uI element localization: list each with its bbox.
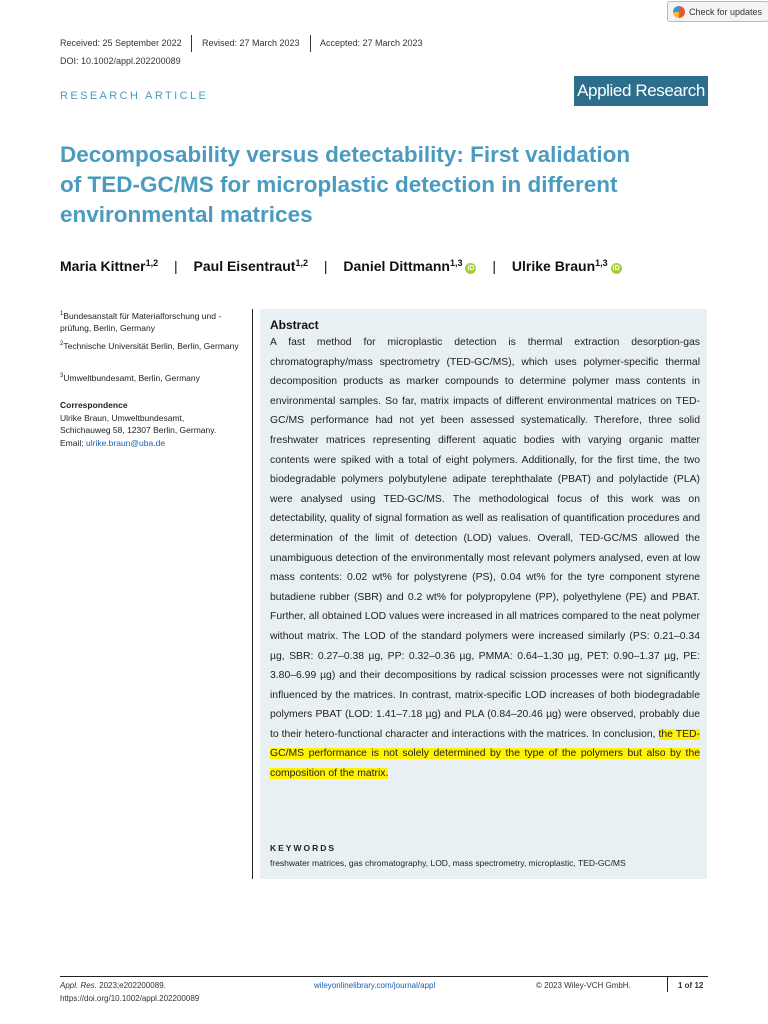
affiliation: $^3$Umweltbundesamt, Berlin, Germany bbox=[60, 372, 200, 383]
header-divider bbox=[191, 35, 192, 52]
check-updates-label: Check for updates bbox=[689, 6, 763, 17]
orcid-icon[interactable]: iD bbox=[612, 265, 620, 272]
doi: DOI: 10.1002/appl.202200089 bbox=[60, 56, 181, 66]
footer-citation: Appl. Res. 2023;e202200089. bbox=[60, 981, 166, 990]
crossmark-icon bbox=[673, 6, 685, 18]
abstract-divider bbox=[252, 309, 253, 879]
check-for-updates-button[interactable] bbox=[667, 1, 768, 22]
correspondence-heading: Correspondence bbox=[60, 400, 128, 410]
revised-date: Revised: 27 March 2023 bbox=[202, 38, 300, 48]
highlighted-text: the TED-GC/MS performance is not solely determined by the type of the polymers but also by the composition of the matrix. bbox=[270, 728, 700, 780]
footer-rule bbox=[60, 976, 708, 977]
author-name: Paul Eisentraut bbox=[193, 258, 296, 274]
journal-logo: Applied Research bbox=[574, 76, 708, 106]
affiliation: $^2$Technische Universität Berlin, Berlin, Germany bbox=[60, 340, 239, 351]
author-name: Ulrike Braun bbox=[511, 258, 596, 274]
keywords-list: freshwater matrices, gas chromatography, LOD, mass spectrometry, microplastic, TED-GC/MS bbox=[270, 858, 626, 868]
footer-doi[interactable]: https://doi.org/10.1002/appl.202200089 bbox=[60, 994, 200, 1003]
correspondence-line: Schichauweg 58, 12307 Berlin, Germany. bbox=[60, 425, 217, 435]
author-affil-sup: 1,3 bbox=[449, 258, 463, 268]
affiliation: $^1$Bundesanstalt für Materialforschung und -prüfung, Berlin, Germany bbox=[60, 310, 222, 334]
author-affil-sup: 1,2 bbox=[295, 258, 308, 268]
author-list bbox=[60, 258, 622, 274]
correspondence-block bbox=[60, 399, 245, 449]
abstract-text: A fast method for microplastic detection is thermal extraction desorption-gas chromatography/mass spectrometry (TED-GC/MS), which uses polymer-specific thermal decomposition products as marker compounds to determine polymer mass contents in environmental samples. So far, matrix impacts of different environmental matrices on TED-GC/MS performance had not yet been assessed systematically. Therefore, three solid freshwater matrices representing different aquatic bodies with varying organic matter contents were spiked with a total of eight polymers. Additionally, for the first time, the two biodegradable polymers polybutylene adipate terephthalate (PBAT) and polylactide (PLA) were analysed using TED-GC/MS. The methodological focus of this work was on detectability, quality of signal formation as well as realisation of quantification procedures and determination of the limit of detection (LOD) values. Overall, TED-GC/MS allowed the unambiguous detection of the environmentally most relevant polymers analysed, even at low mass contents: 0.02 wt% for polystyrene (PS), 0.04 wt% for the tyre component styrene butadiene rubber (SBR) and 0.2 wt% for polypropylene (PP), polyethylene (PE) and PBAT. Further, all obtained LOD values were increased in all matrices compared to the neat polymer without matrix. The LOD of the standard polymers were increased similarly (PS: 0.21–0.34 µg, SBR: 0.27–0.38 µg, PP: 0.32–0.36 µg, PMMA: 0.64–1.30 µg, PET: 0.90–1.37 µg, PE: 3.80–6.99 µg) and their decompositions by radical scission processes were not significantly influenced by the matrices. In contrast, matrix-specific LOD increases of both biodegradable polymers PBAT (LOD: 1.41–7.18 µg) and PLA (0.84–20.46 µg) were observed, probably due to their hetero-functional character and interactions with the matrices. In conclusion, the TED-GC/MS performance is not solely determined by the type of the polymers but also by the composition of the matrix. bbox=[270, 337, 700, 780]
orcid-icon[interactable]: iD bbox=[467, 265, 475, 272]
page-number: 1 of 12 bbox=[678, 981, 704, 990]
accepted-date: Accepted: 27 March 2023 bbox=[320, 38, 423, 48]
article-title: Decomposability versus detectability: First validation of TED-GC/MS for microplastic detection in different environmental matrices bbox=[60, 142, 631, 227]
author-separator: | bbox=[323, 258, 328, 274]
author-name: Maria Kittner bbox=[60, 258, 146, 274]
author-name: Daniel Dittmann bbox=[343, 258, 450, 274]
keywords-heading: KEYWORDS bbox=[270, 843, 337, 853]
author-affil-sup: 1,3 bbox=[595, 258, 608, 268]
abstract-heading: Abstract bbox=[270, 318, 319, 332]
correspondence-line: Ulrike Braun, Umweltbundesamt, bbox=[60, 412, 185, 423]
author-separator: | bbox=[173, 258, 178, 274]
article-type: RESEARCH ARTICLE bbox=[60, 90, 209, 102]
footer-divider bbox=[667, 977, 668, 992]
email-label: Email: bbox=[60, 437, 84, 448]
header-divider bbox=[310, 35, 311, 52]
received-date: Received: 25 September 2022 bbox=[60, 38, 182, 48]
footer-website-link[interactable]: wileyonlinelibrary.com/journal/appl bbox=[314, 981, 436, 990]
footer-copyright: © 2023 Wiley-VCH GmbH. bbox=[536, 981, 631, 990]
email-link[interactable]: ulrike.braun@uba.de bbox=[86, 437, 166, 448]
author-affil-sup: 1,2 bbox=[145, 258, 159, 268]
author-separator: | bbox=[492, 258, 496, 274]
